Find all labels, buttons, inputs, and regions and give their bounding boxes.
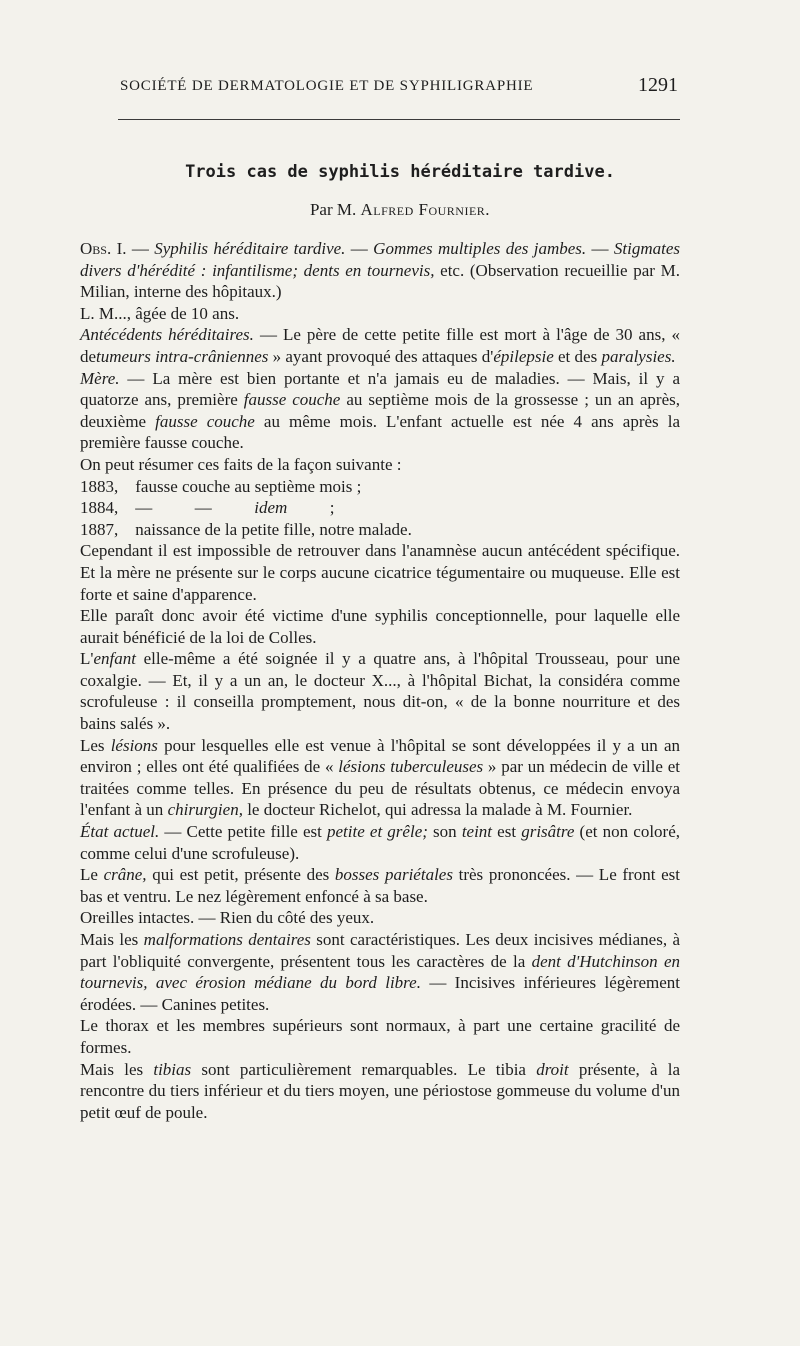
- text-segment: Le thorax et les membres supérieurs sont normaux, à part une certaine gracilité de formes.: [80, 1016, 680, 1057]
- paragraph-crane: [80, 864, 680, 907]
- paragraph-group-2: [80, 540, 680, 1123]
- paragraph-etat: [80, 821, 680, 864]
- text-segment: dent d'Hutchinson en tournevis, avec érosion médiane du bord libre.: [80, 951, 680, 993]
- text-segment: Gommes multiples des jambes.: [373, 239, 587, 258]
- paragraph-victime: [80, 605, 680, 648]
- running-title: SOCIÉTÉ DE DERMATOLOGIE ET DE SYPHILIGRAPHIE: [120, 78, 534, 94]
- paragraph-obs: [80, 238, 680, 303]
- text-segment: Mère.: [80, 368, 120, 388]
- chronology-tail: ;: [287, 498, 335, 518]
- text-segment: Syphilis héréditaire tardive.: [154, 239, 346, 258]
- text-segment: pour lesquelles elle est venue à l'hôpital se sont développées il y a un an environ ; elles ont été qualifiées de «: [80, 735, 680, 777]
- chronology-year: 1887,: [80, 519, 123, 539]
- header-rule: [118, 119, 680, 120]
- paragraph-group-1: [80, 238, 680, 476]
- text-segment: paralysies.: [601, 346, 676, 366]
- text-segment: etc. (Observation recueillie par M. Milian, interne des hôpitaux.): [80, 260, 680, 302]
- text-segment: au septième mois de la grossesse ; un an après, deuxième: [80, 390, 680, 431]
- text-segment: son: [427, 822, 462, 842]
- page-number: 1291: [638, 74, 678, 96]
- text-segment: L': [80, 649, 94, 669]
- chronology-year: 1884,: [80, 498, 123, 518]
- text-segment: Antécédents héréditaires.: [80, 325, 254, 345]
- text-segment: est: [492, 822, 522, 842]
- text-segment: tibias: [153, 1059, 192, 1079]
- chronology-text: fausse couche au septième mois ;: [122, 476, 362, 496]
- author-name: Alfred Fournier.: [360, 200, 491, 219]
- text-segment: enfant: [93, 649, 136, 669]
- text-segment: fausse couche: [243, 390, 341, 410]
- text-segment: —: [586, 239, 614, 258]
- text-segment: bosses pariétales: [334, 865, 453, 885]
- byline: [0, 200, 800, 220]
- article-title: Trois cas de syphilis héréditaire tardive.: [185, 162, 615, 182]
- text-segment: » par un médecin de ville et traitées comme telles. En présence du peu de résultats obtenus, ce médecin envoya l'enfant à un: [80, 757, 680, 820]
- text-segment: présente, à la rencontre du tiers inférieur et du tiers moyen, une périostose gommeuse du volume d'un petit œuf de poule.: [80, 1059, 681, 1122]
- text-segment: lésions tuberculeuses: [338, 757, 484, 777]
- text-segment: Les: [80, 735, 111, 755]
- text-segment: tumeurs intra-crâniennes: [96, 346, 269, 366]
- text-segment: teint: [461, 822, 493, 842]
- text-segment: le docteur Richelot, qui adressa la malade à M. Fournier.: [242, 800, 633, 820]
- chronology-text: — —: [122, 498, 255, 518]
- paragraph-enfant: [80, 648, 680, 734]
- text-segment: Cependant il est impossible de retrouver dans l'anamnèse aucun antécédent spécifique. Et la mère ne présente sur le corps aucune cicatrice tégumentaire ou muqueuse. Elle est forte et saine d'apparence.: [80, 541, 680, 604]
- text-segment: — Le père de cette petite fille est mort à l'âge de 30 ans, « de: [80, 325, 680, 366]
- paragraph-malformations: [80, 929, 680, 1015]
- paragraph-mere: [80, 368, 680, 454]
- text-segment: — Incisives inférieures légèrement érodées. — Canines petites.: [80, 973, 681, 1014]
- text-segment: sont caractéristiques. Les deux incisives médianes, à part l'obliquité convergente, présentent tous les caractères de la: [80, 930, 680, 971]
- text-segment: On peut résumer ces faits de la façon suivante :: [80, 454, 402, 474]
- text-segment: épilepsie: [493, 346, 554, 366]
- text-segment: État actuel.: [80, 822, 160, 842]
- paragraph-cependant: [80, 540, 680, 605]
- text-segment: (et non coloré, comme celui d'une scrofuleuse).: [80, 822, 680, 863]
- text-segment: fausse couche: [155, 411, 255, 431]
- chronology-item: [80, 476, 680, 498]
- text-segment: elle-même a été soignée il y a quatre ans, à l'hôpital Trousseau, pour une coxalgie. — Et, il y a un an, le docteur X..., à l'hôpital Bichat, la considéra comme scrofuleuse : il conseilla promptement, nous dit-on, « de la bonne nourriture et des bains salés ».: [80, 649, 680, 734]
- paragraph-tibias: [80, 1059, 680, 1124]
- chronology-list: [80, 476, 680, 541]
- text-segment: grisâtre: [521, 822, 575, 842]
- paragraph-antecedents: [80, 324, 680, 367]
- chronology-text: naissance de la petite fille, notre malade.: [122, 519, 412, 539]
- text-segment: Elle paraît donc avoir été victime d'une syphilis conceptionnelle, pour laquelle elle aurait bénéficié de la loi de Colles.: [80, 606, 680, 647]
- text-segment: lésions: [110, 735, 158, 755]
- text-segment: Mais les: [80, 930, 144, 949]
- paragraph-resume: [80, 454, 680, 476]
- text-segment: malformations dentaires: [143, 930, 311, 949]
- text-segment: Le: [80, 865, 104, 885]
- chronology-item: [80, 519, 680, 541]
- chronology-idem: idem: [254, 498, 288, 518]
- text-segment: crâne,: [103, 865, 147, 885]
- text-segment: petite et grêle;: [327, 822, 428, 842]
- paragraph-patient: [80, 303, 680, 325]
- text-segment: sont particulièrement remarquables. Le tibia: [191, 1059, 537, 1079]
- text-segment: qui est petit, présente des: [146, 865, 335, 885]
- chronology-item: [80, 497, 680, 519]
- text-segment: L. M..., âgée de 10 ans.: [80, 303, 240, 323]
- paragraph-lesions: [80, 735, 680, 821]
- text-segment: — Cette petite fille est: [159, 822, 327, 842]
- text-segment: — La mère est bien portante et n'a jamais eu de maladies. — Mais, il y a quatorze ans, première: [80, 368, 680, 410]
- byline-prefix: Par M.: [309, 200, 361, 219]
- text-segment: au même mois. L'enfant actuelle est née 4 ans après la première fausse couche.: [80, 411, 680, 453]
- text-segment: et des: [553, 346, 602, 366]
- text-segment: très prononcées. — Le front est bas et ventru. Le nez légèrement enfoncé à sa base.: [80, 865, 680, 906]
- text-segment: Stigmates divers d'hérédité : infantilisme; dents en tournevis,: [80, 239, 680, 280]
- paragraph-thorax: [80, 1015, 680, 1058]
- article-body: [80, 238, 680, 1123]
- text-segment: droit: [536, 1059, 569, 1079]
- text-segment: chirurgien,: [167, 800, 243, 820]
- text-segment: Mais les: [80, 1059, 154, 1079]
- paragraph-oreilles: [80, 907, 680, 929]
- text-segment: Oreilles intactes. — Rien du côté des yeux.: [80, 908, 375, 928]
- text-segment: Obs. I. —: [80, 239, 155, 258]
- chronology-year: 1883,: [80, 476, 123, 496]
- text-segment: » ayant provoqué des attaques d': [268, 346, 494, 366]
- text-segment: —: [345, 239, 374, 258]
